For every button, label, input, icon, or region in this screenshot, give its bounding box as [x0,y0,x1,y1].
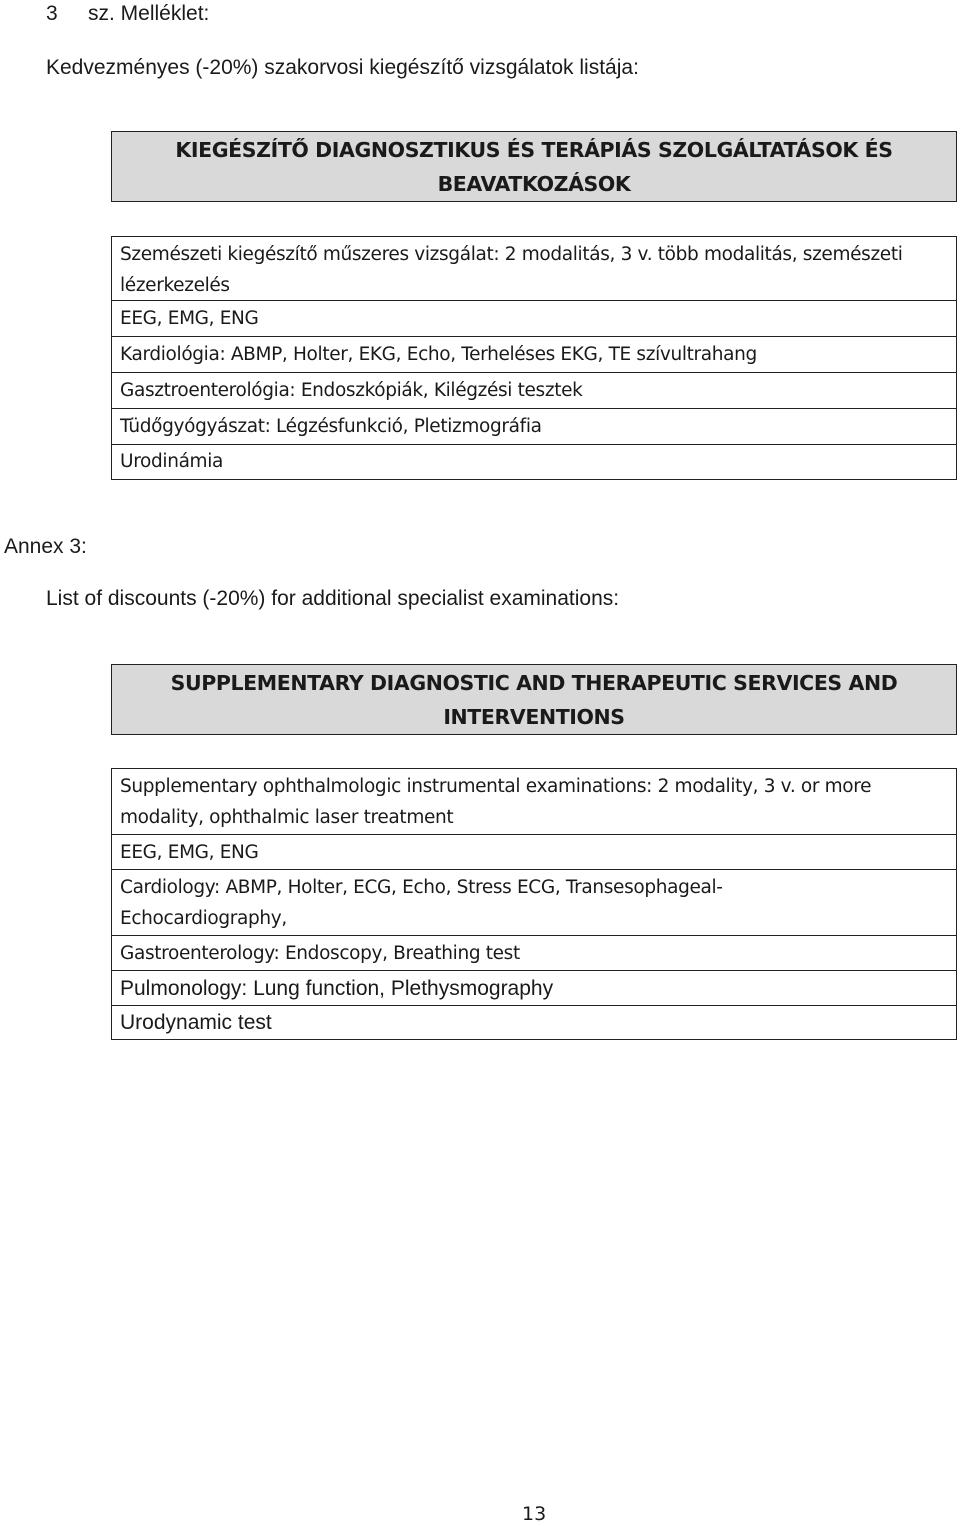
table-row-text: Pulmonology: Lung function, Plethysmography [120,976,554,1000]
table-row-text: EEG, EMG, ENG [120,841,259,863]
services-table-hu [111,236,957,480]
table-row [112,970,956,1005]
table-row [112,372,956,408]
table-row-text: Cardiology: ABMP, Holter, ECG, Echo, Stress ECG, Transesophageal-Echocardiography, [120,877,723,929]
annex-label-en: Annex 3: [4,535,87,558]
table-row-text: Supplementary ophthalmologic instrumental examinations: 2 modality, 3 v. or more modality, ophthalmic laser treatment [120,776,872,828]
table-row-text: EEG, EMG, ENG [120,308,259,329]
table-row [112,237,956,300]
table-row-text: Kardiológia: ABMP, Holter, EKG, Echo, Terheléses EKG, TE szívultrahang [120,344,757,365]
table-row-text: Gasztroenterológia: Endoszkópiák, Kilégzési tesztek [120,380,583,401]
table-row [112,408,956,444]
annex-number-hu: 3 [46,2,58,25]
services-header-hu [111,131,957,202]
list-title-hu: Kedvezményes (-20%) szakorvosi kiegészítő vizsgálatok listája: [46,56,639,79]
table-row [112,869,956,935]
table-row [112,300,956,336]
table-row-text: Szemészeti kiegészítő műszeres vizsgálat: 2 modalitás, 3 v. több modalitás, szemészeti lézerkezelés [120,244,903,296]
table-row [112,336,956,372]
services-header-en-text: SUPPLEMENTARY DIAGNOSTIC AND THERAPEUTIC SERVICES AND INTERVENTIONS [170,670,898,729]
table-row-text: Urodinámia [120,451,224,472]
table-row [112,444,956,478]
services-header-en [111,664,957,735]
table-row [112,834,956,869]
page-number: 13 [522,1503,547,1525]
list-title-en: List of discounts (-20%) for additional specialist examinations: [46,587,620,610]
annex-label-hu: sz. Melléklet: [88,2,210,25]
table-row [112,935,956,970]
services-header-hu-text: KIEGÉSZÍTŐ DIAGNOSZTIKUS ÉS TERÁPIÁS SZOLGÁLTATÁSOK ÉS BEAVATKOZÁSOK [175,137,893,196]
table-row [112,769,956,834]
table-row [112,1005,956,1038]
table-row-text: Gastroenterology: Endoscopy, Breathing test [120,942,520,964]
table-row-text: Urodynamic test [120,1010,272,1034]
services-table-en [111,768,957,1040]
table-row-text: Tüdőgyógyászat: Légzésfunkció, Pletizmográfia [120,416,542,437]
